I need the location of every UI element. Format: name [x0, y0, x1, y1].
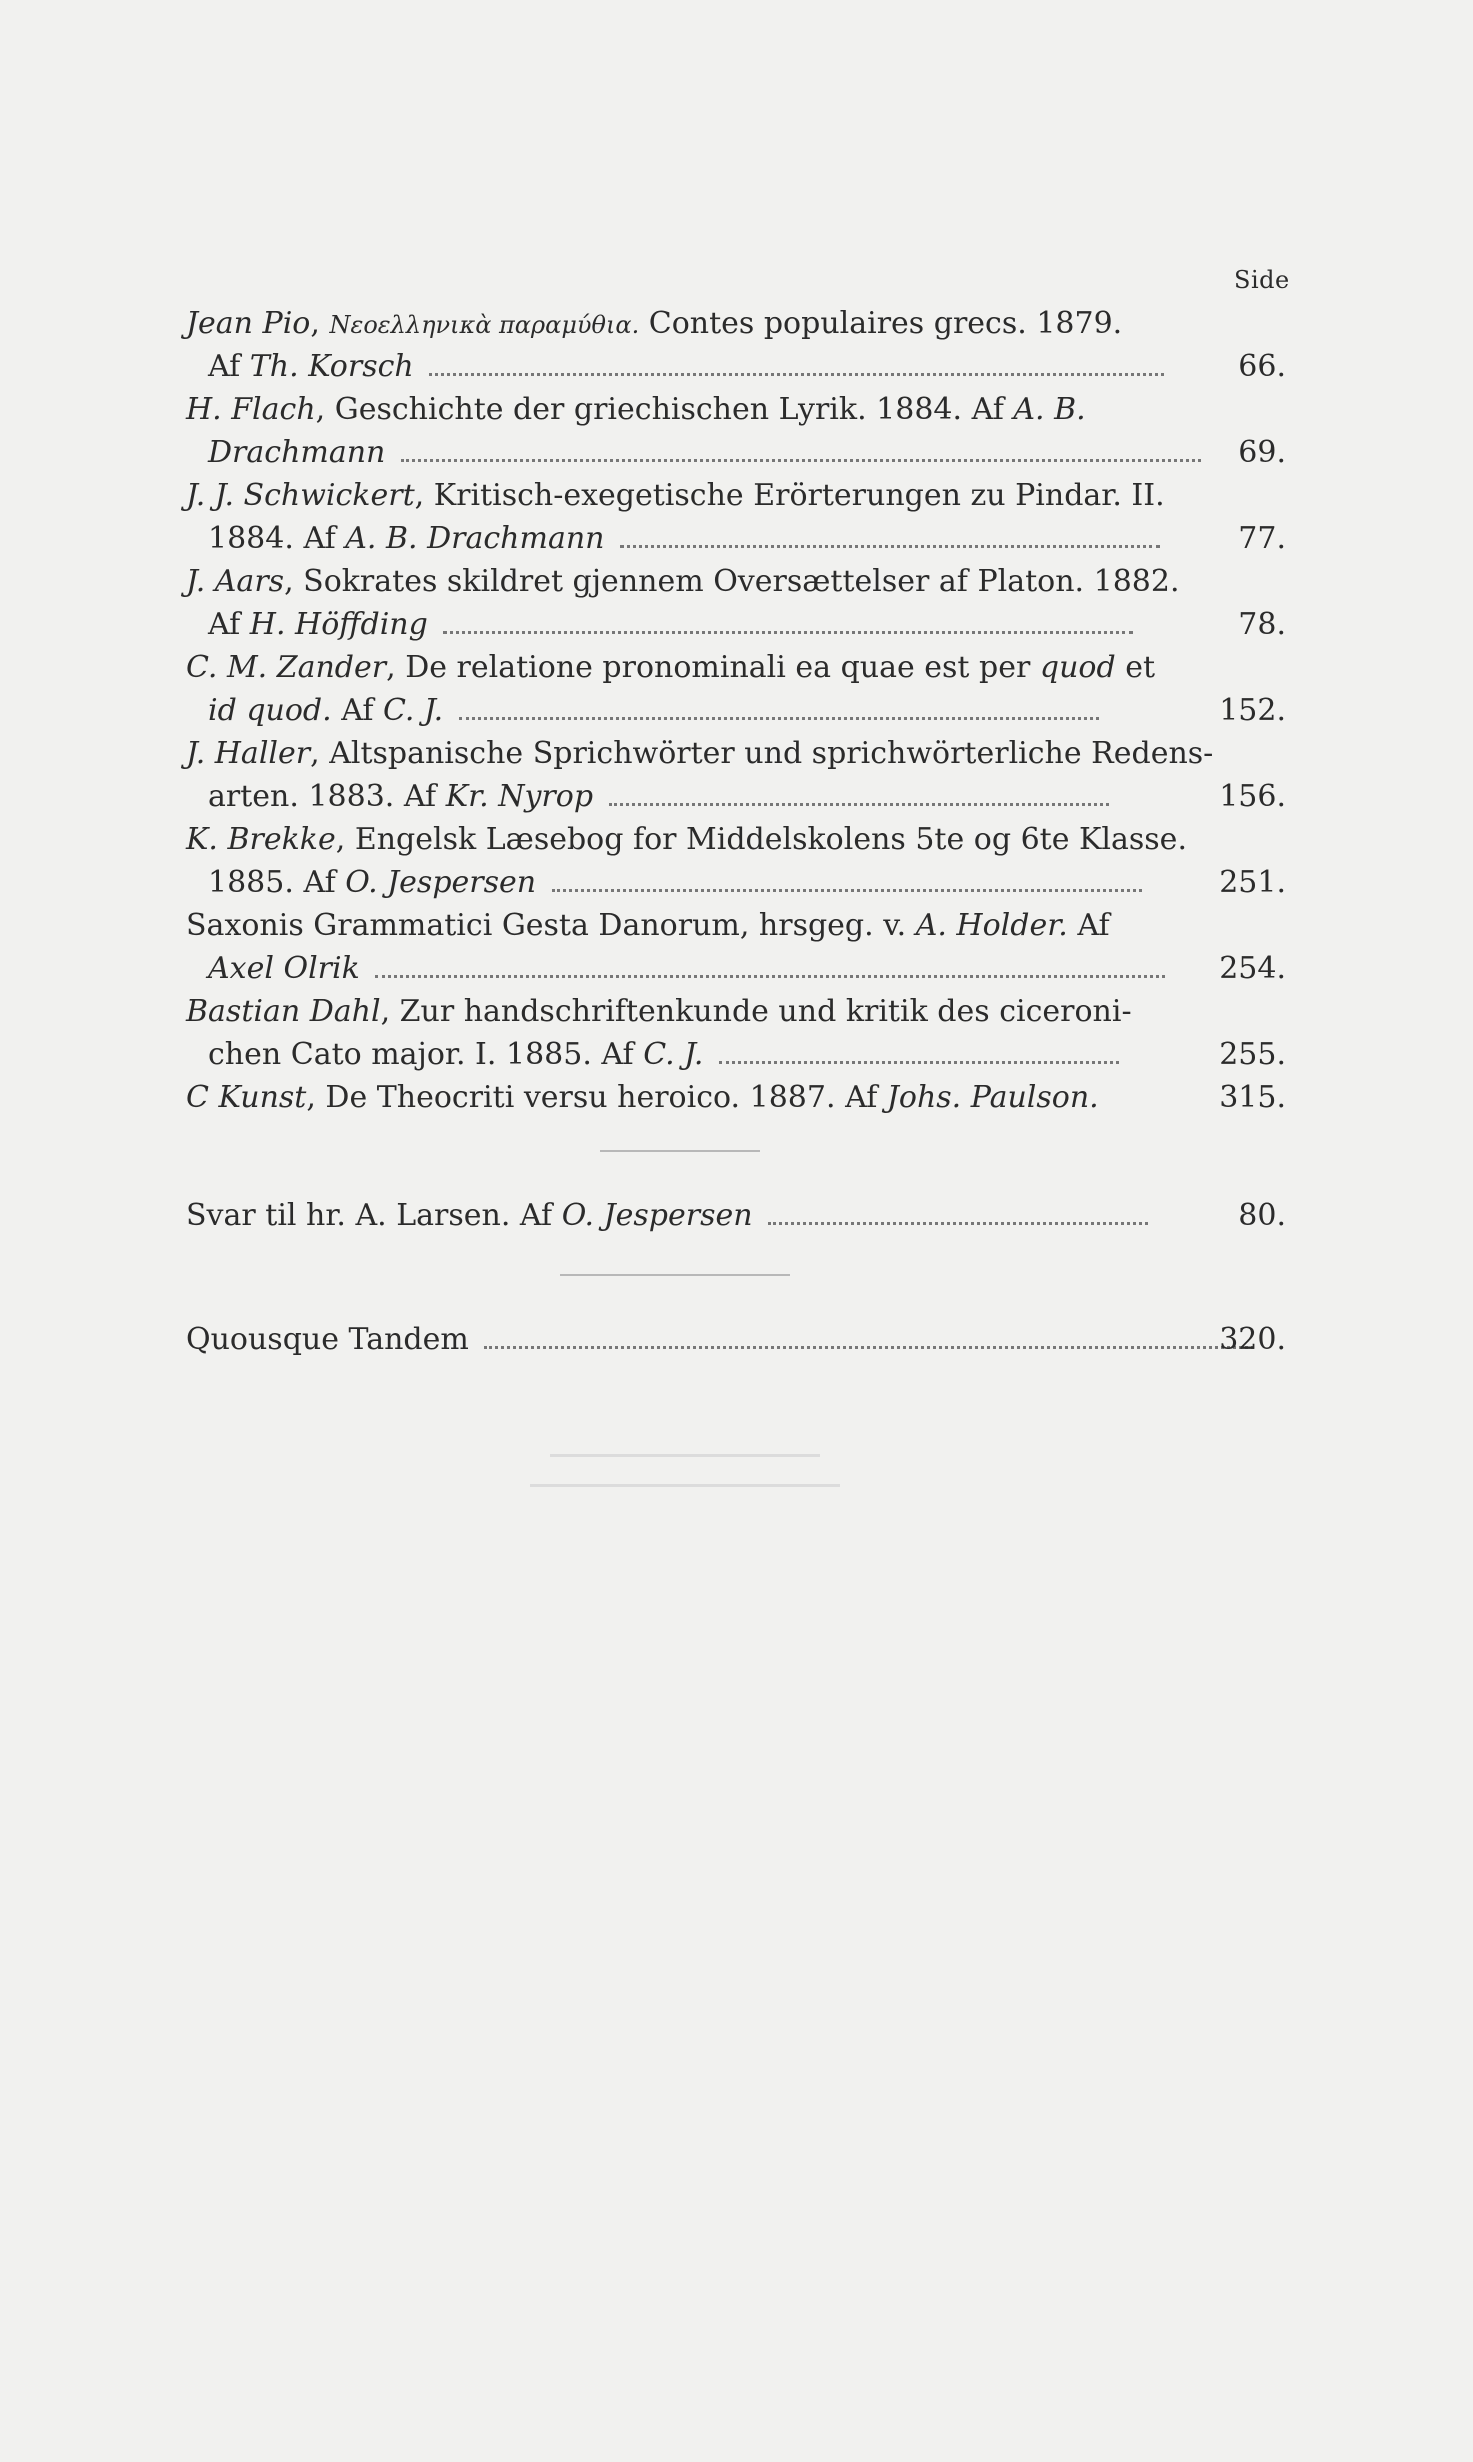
entry-pio: Jean Pio, Νεοελληνικὰ παραμύθια. Contes populaires grecs. 1879. Af Th. Korsch 66. — [186, 302, 1286, 388]
entry-year: 1884. — [208, 521, 294, 556]
entry-page: 66. — [1238, 349, 1286, 384]
entry-author: Bastian Dahl — [186, 994, 381, 1029]
entry-year: 1884. — [876, 392, 963, 427]
entry-title: De relatione pronominali ea quae est per — [405, 650, 1031, 685]
entry-year: 1885. — [505, 1037, 592, 1072]
section-divider — [600, 1150, 760, 1152]
entry-page: 78. — [1238, 607, 1286, 642]
entry-reviewer: A. B. — [1013, 392, 1086, 427]
section-divider — [560, 1274, 790, 1276]
entry-page: 251. — [1219, 865, 1286, 900]
entry-author: J. Aars — [186, 564, 285, 599]
entry-year: 1885. — [208, 865, 294, 900]
entry-page: 152. — [1219, 693, 1286, 728]
entry-aars: J. Aars, Sokrates skildret gjennem Oversættelser af Platon. 1882. Af H. Höffding 78. — [186, 560, 1286, 646]
entry-title: Zur handschriftenkunde und kritik des ciceroni- — [399, 994, 1132, 1029]
entry-brekke: K. Brekke, Engelsk Læsebog for Middelskolens 5te og 6te Klasse. 1885. Af O. Jespersen 251. — [186, 818, 1286, 904]
entry-reply: Svar til hr. A. Larsen. Af O. Jespersen 80. — [186, 1194, 1286, 1237]
entry-zander: C. M. Zander, De relatione pronominali ea quae est per quod et id quod. Af C. J. 152. — [186, 646, 1286, 732]
entry-author: H. Flach — [186, 392, 316, 427]
dot-leader — [443, 630, 1133, 634]
entry-title: Geschichte der griechischen Lyrik. — [334, 392, 867, 427]
entry-page: 69. — [1238, 435, 1286, 470]
dot-leader — [609, 802, 1109, 806]
entry-reviewer: Johs. Paulson. — [886, 1080, 1099, 1115]
entry-greek-title: Νεοελληνικὰ παραμύθια. — [329, 311, 640, 339]
dot-leader — [401, 458, 1201, 462]
entry-reviewer: Th. Korsch — [249, 349, 414, 384]
entry-reviewer: Axel Olrik — [208, 951, 360, 986]
entry-author: Jean Pio — [186, 306, 311, 341]
dot-leader — [484, 1345, 1254, 1349]
entry-reviewer: Kr. Nyrop — [445, 779, 594, 814]
entry-title: Quousque Tandem — [186, 1322, 469, 1357]
dot-leader — [768, 1221, 1148, 1225]
entry-author: J. Haller — [186, 736, 311, 771]
entry-reviewer: O. Jespersen — [561, 1198, 753, 1233]
entry-author: C. M. Zander — [186, 650, 387, 685]
dot-leader — [459, 716, 1099, 720]
entry-title: Sokrates skildret gjennem Oversættelser af Platon. — [303, 564, 1085, 599]
entry-reviewer: Drachmann — [208, 435, 386, 470]
entry-year: 1887. — [749, 1080, 836, 1115]
entry-title: Kritisch-exegetische Erörterungen zu Pindar. II. — [433, 478, 1165, 513]
bleed-through-mark — [530, 1484, 840, 1487]
entry-reviewer: C. J. — [383, 693, 444, 728]
dot-leader — [429, 372, 1164, 376]
entry-schwickert: J. J. Schwickert, Kritisch-exegetische Erörterungen zu Pindar. II. 1884. Af A. B. Drachmann 77. — [186, 474, 1286, 560]
entry-page: 254. — [1219, 951, 1286, 986]
dot-leader — [552, 888, 1142, 892]
entry-reviewer: A. B. Drachmann — [345, 521, 605, 556]
entry-page: 320. — [1219, 1322, 1286, 1357]
entry-saxo: Saxonis Grammatici Gesta Danorum, hrsgeg. v. A. Holder. Af Axel Olrik 254. — [186, 904, 1286, 990]
entry-quousque — [186, 1318, 1286, 1361]
entry-year: 1883. — [308, 779, 395, 814]
entry-title: Contes populaires grecs. — [648, 306, 1027, 341]
entry-page: 156. — [1219, 779, 1286, 814]
entry-page: 77. — [1238, 521, 1286, 556]
entry-page: 255. — [1219, 1037, 1286, 1072]
dot-leader — [375, 974, 1165, 978]
entry-author: K. Brekke — [186, 822, 336, 857]
bleed-through-mark — [550, 1454, 820, 1457]
entry-page: 80. — [1238, 1198, 1286, 1233]
entry-year: 1879. — [1036, 306, 1123, 341]
entry-author: C Kunst — [186, 1080, 307, 1115]
entry-title: Svar til hr. A. Larsen. — [186, 1198, 511, 1233]
entry-title: Engelsk Læsebog for Middelskolens 5te og 6te Klasse. — [354, 822, 1187, 857]
entry-year: 1882. — [1093, 564, 1180, 599]
entry-title: Altspanische Sprichwörter und sprichwörterliche Redens- — [329, 736, 1214, 771]
dot-leader — [719, 1060, 1119, 1064]
entry-flach: H. Flach, Geschichte der griechischen Lyrik. 1884. Af A. B. Drachmann 69. — [186, 388, 1286, 474]
entry-haller: J. Haller, Altspanische Sprichwörter und sprichwörterliche Redens- arten. 1883. Af Kr. Nyrop 156. — [186, 732, 1286, 818]
entry-title: De Theocriti versu heroico. — [325, 1080, 741, 1115]
entry-reviewer: C. J. — [643, 1037, 704, 1072]
entry-title: Saxonis Grammatici Gesta Danorum, hrsgeg. v. — [186, 908, 907, 943]
entry-reviewer: O. Jespersen — [345, 865, 537, 900]
page-column-heading: Side — [1234, 266, 1290, 294]
entry-dahl: Bastian Dahl, Zur handschriftenkunde und kritik des ciceroni- chen Cato major. I. 1885. Af C. J. 255. — [186, 990, 1286, 1076]
entry-reviewer: H. Höffding — [249, 607, 428, 642]
entry-editor: A. Holder. — [915, 908, 1068, 943]
dot-leader — [620, 544, 1160, 548]
entry-page: 315. — [1219, 1080, 1286, 1115]
entry-kunst: C Kunst, De Theocriti versu heroico. 1887. Af Johs. Paulson. 315. — [186, 1076, 1286, 1119]
entry-author: J. J. Schwickert — [186, 478, 415, 513]
